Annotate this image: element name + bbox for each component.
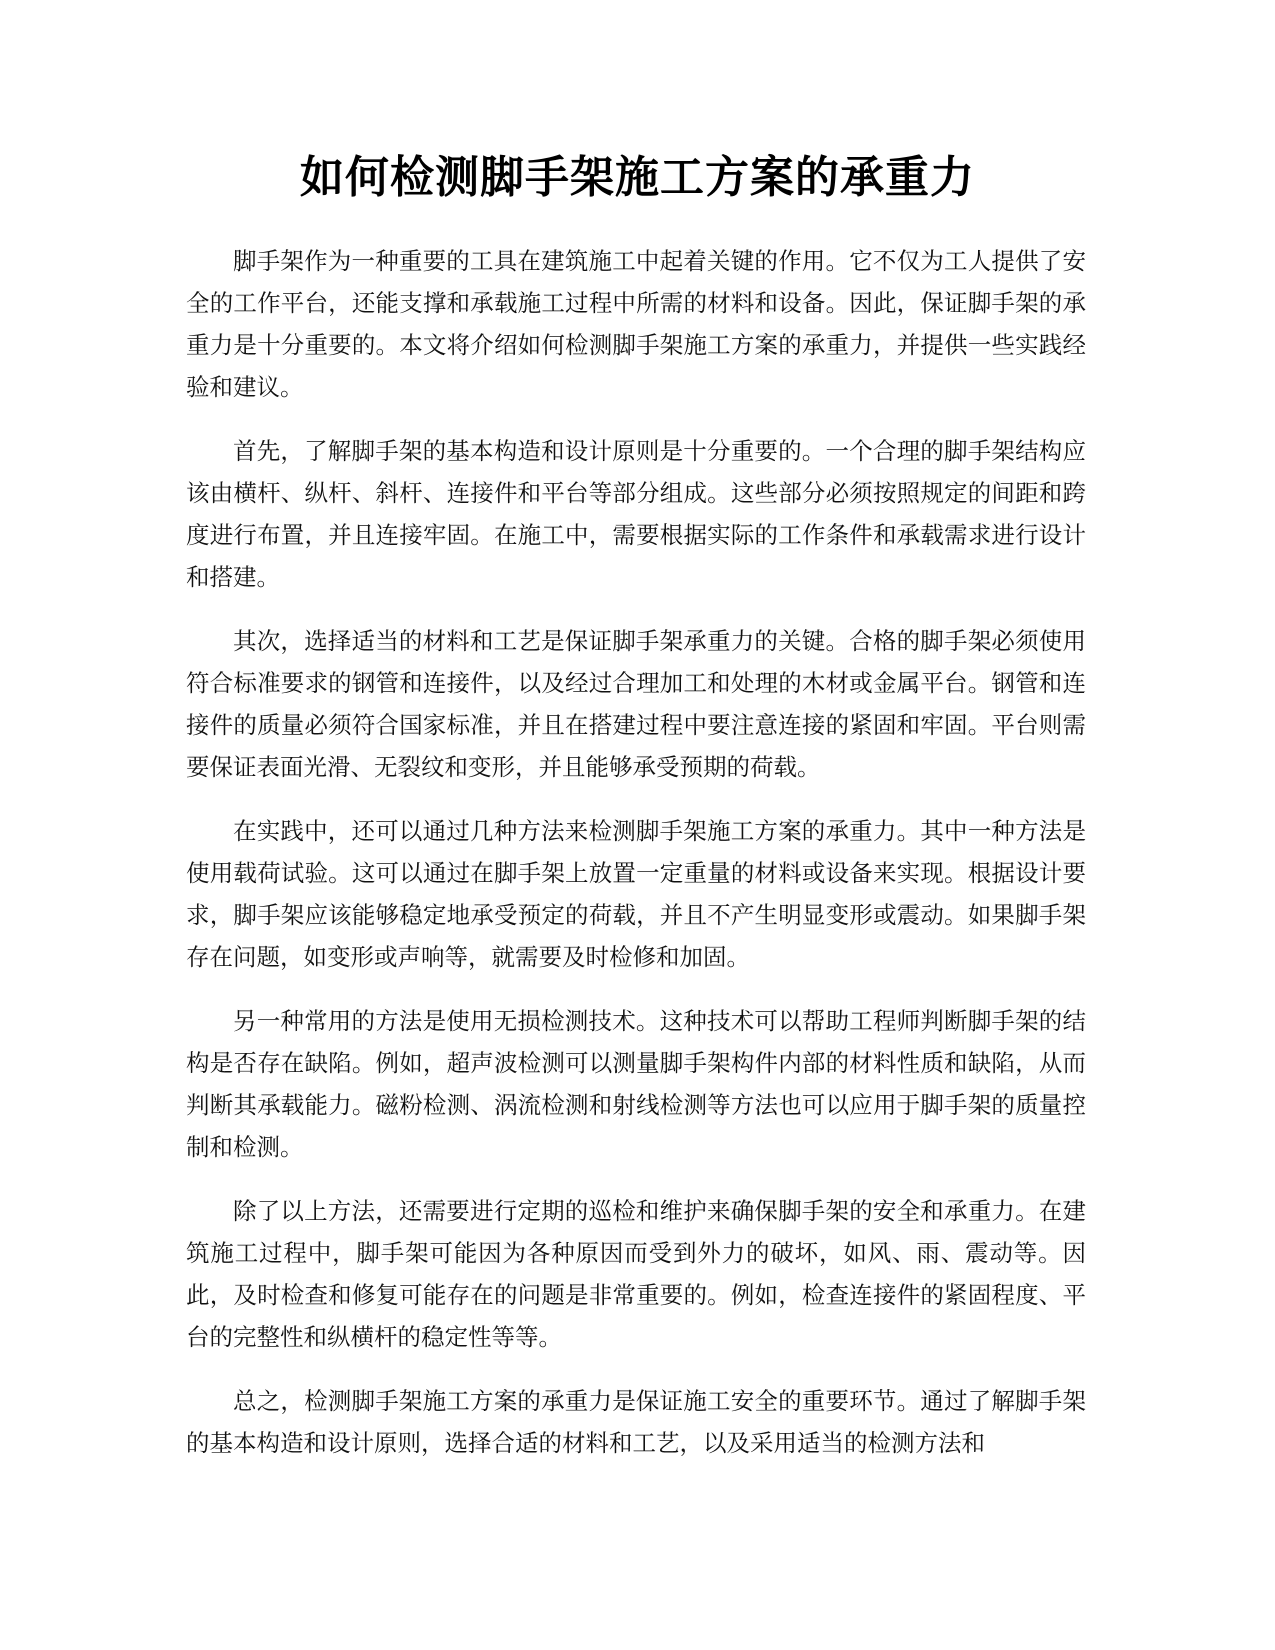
paragraph-inspection: 除了以上方法，还需要进行定期的巡检和维护来确保脚手架的安全和承重力。在建筑施工过程中，脚手架可能因为各种原因而受到外力的破坏，如风、雨、震动等。因此，及时检查和修复可能存在的问题是非常重要的。例如，检查连接件的紧固程度、平台的完整性和纵横杆的稳定性等等。: [186, 1197, 1086, 1351]
paragraph-conclusion: 总之，检测脚手架施工方案的承重力是保证施工安全的重要环节。通过了解脚手架的基本构造和设计原则，选择合适的材料和工艺，以及采用适当的检测方法和: [186, 1387, 1086, 1457]
paragraph-nondestructive-test: 另一种常用的方法是使用无损检测技术。这种技术可以帮助工程师判断脚手架的结构是否存在缺陷。例如，超声波检测可以测量脚手架构件内部的材料性质和缺陷，从而判断其承载能力。磁粉检测、涡流检测和射线检测等方法也可以应用于脚手架的质量控制和检测。: [186, 1007, 1086, 1161]
paragraph-structure: 首先，了解脚手架的基本构造和设计原则是十分重要的。一个合理的脚手架结构应该由横杆、纵杆、斜杆、连接件和平台等部分组成。这些部分必须按照规定的间距和跨度进行布置，并且连接牢固。在施工中，需要根据实际的工作条件和承载需求进行设计和搭建。: [186, 437, 1086, 591]
paragraph-load-test: 在实践中，还可以通过几种方法来检测脚手架施工方案的承重力。其中一种方法是使用载荷试验。这可以通过在脚手架上放置一定重量的材料或设备来实现。根据设计要求，脚手架应该能够稳定地承受预定的荷载，并且不产生明显变形或震动。如果脚手架存在问题，如变形或声响等，就需要及时检修和加固。: [186, 817, 1086, 971]
paragraph-intro: 脚手架作为一种重要的工具在建筑施工中起着关键的作用。它不仅为工人提供了安全的工作平台，还能支撑和承载施工过程中所需的材料和设备。因此，保证脚手架的承重力是十分重要的。本文将介绍如何检测脚手架施工方案的承重力，并提供一些实践经验和建议。: [186, 247, 1086, 401]
document-body: [186, 240, 1086, 1486]
document-title: 如何检测脚手架施工方案的承重力: [300, 152, 975, 203]
paragraph-materials: 其次，选择适当的材料和工艺是保证脚手架承重力的关键。合格的脚手架必须使用符合标准要求的钢管和连接件，以及经过合理加工和处理的木材或金属平台。钢管和连接件的质量必须符合国家标准，并且在搭建过程中要注意连接的紧固和牢固。平台则需要保证表面光滑、无裂纹和变形，并且能够承受预期的荷载。: [186, 627, 1086, 781]
